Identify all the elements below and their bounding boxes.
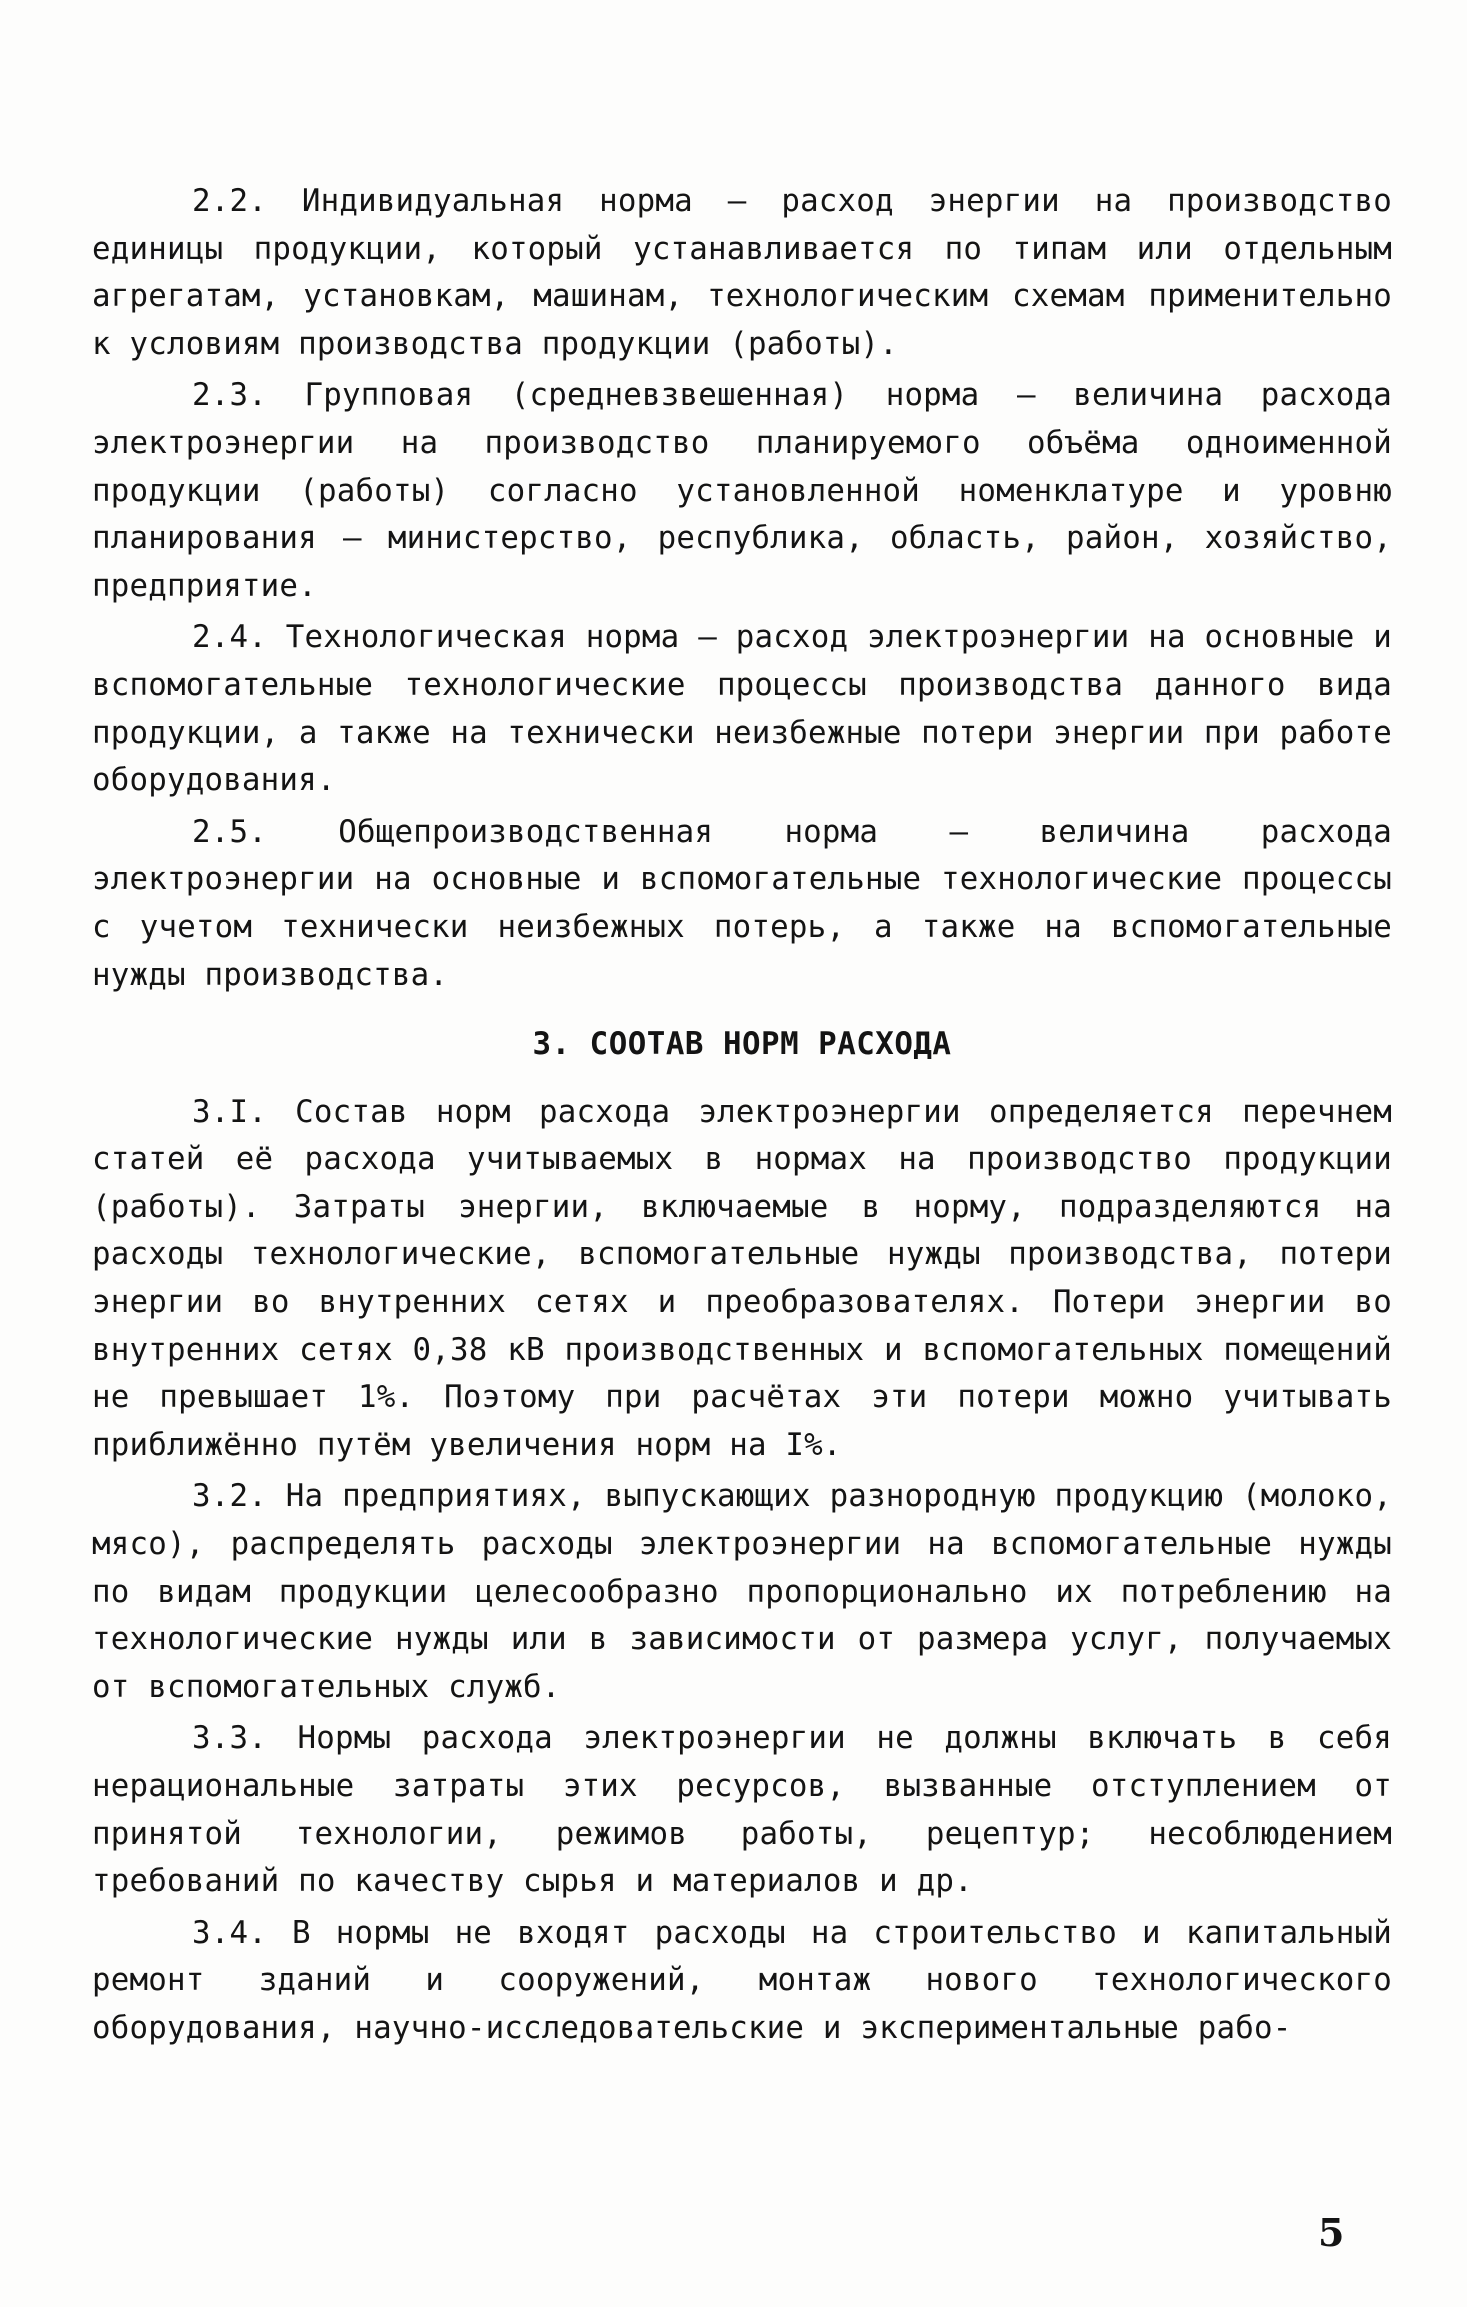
paragraph-2-2: 2.2. Индивидуальная норма – расход энергии на производство единицы продукции, который устанавливается по типам или отдельным агрегатам, установкам, машинам, технологическим схемам применительно к условиям производства продукции (работы). [92, 183, 1392, 362]
document-body [92, 178, 1392, 2053]
page-number: 5 [1318, 2210, 1345, 2255]
paragraph-3-1: 3.I. Состав норм расхода электроэнергии определяется перечнем статей её расхода учитываемых в нормах на производство продукции (работы). Затраты энергии, включаемые в норму, подразделяются на расходы технологические, вспомогательные нужды производства, потери энергии во внутренних сетях и преобразователях. Потери энергии во внутренних сетях 0,38 кВ производственных и вспомогательных помещений не превышает 1%. Поэтому при расчётах эти потери можно учитывать приближённо путём увеличения норм на I%. [92, 1093, 1392, 1463]
paragraph-3-2: 3.2. На предприятиях, выпускающих разнородную продукцию (молоко, мясо), распределять расходы электроэнергии на вспомогательные нужды по видам продукции целесообразно пропорционально их потреблению на технологические нужды или в зависимости от размера услуг, получаемых от вспомогательных служб. [92, 1478, 1392, 1705]
section-3-heading: 3. СООТАВ НОРМ РАСХОДА [532, 1026, 952, 1063]
paragraph-3-3: 3.3. Нормы расхода электроэнергии не должны включать в себя нерациональные затраты этих ресурсов, вызванные отступлением от принятой технологии, режимов работы, рецептур; несоблюдением требований по качеству сырья и материалов и др. [92, 1720, 1392, 1900]
paragraph-2-4: 2.4. Технологическая норма – расход электроэнергии на основные и вспомогательные технологические процессы производства данного вида продукции, а также на технически неизбежные потери энергии при работе оборудования. [92, 619, 1392, 799]
paragraph-2-5: 2.5. Общепроизводственная норма – величина расхода электроэнергии на основные и вспомогательные технологические процессы с учетом технически неизбежных потерь, а также на вспомогательные нужды производства. [92, 813, 1392, 993]
paragraph-2-3: 2.3. Групповая (средневзвешенная) норма – величина расхода электроэнергии на производство планируемого объёма одноименной продукции (работы) согласно установленной номенклатуре и уровню планирования – министерство, республика, область, район, хозяйство, предприятие. [92, 377, 1392, 604]
paragraph-3-4: 3.4. В нормы не входят расходы на строительство и капитальный ремонт зданий и сооружений, монтаж нового технологического оборудования, научно-исследовательские и экспериментальные рабо- [92, 1914, 1392, 2046]
